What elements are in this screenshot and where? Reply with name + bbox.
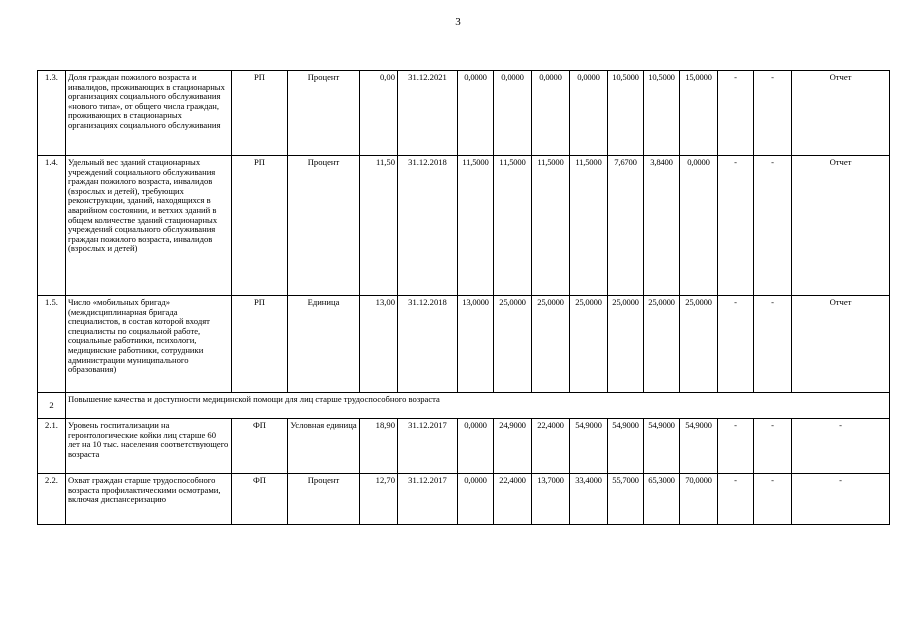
value-cell: 11,5000	[494, 156, 532, 296]
value-cell: 10,5000	[644, 71, 680, 156]
base-value: 0,00	[360, 71, 398, 156]
value-cell: 33,4000	[570, 474, 608, 525]
source-cell: Отчет	[792, 156, 890, 296]
value-cell: 25,0000	[494, 296, 532, 393]
value-cell: 13,7000	[532, 474, 570, 525]
section-row	[38, 393, 890, 419]
value-cell: 0,0000	[458, 419, 494, 474]
indicator-name: Число «мобильных бригад» (междисциплинарная бригада специалистов, в состав которой входят специалисты по социальной работе, социальные работники, психологи, медицинские работники, сотрудники администрации муниципального образования)	[66, 296, 232, 393]
value-cell: 70,0000	[680, 474, 718, 525]
extra-cell: -	[718, 419, 754, 474]
value-cell: 25,0000	[608, 296, 644, 393]
value-cell: 15,0000	[680, 71, 718, 156]
unit: Процент	[288, 474, 360, 525]
value-cell: 0,0000	[570, 71, 608, 156]
indicator-name: Уровень госпитализации на геронтологические койки лиц старше 60 лет на 10 тыс. населения соответствующего возраста	[66, 419, 232, 474]
value-cell: 25,0000	[680, 296, 718, 393]
indicator-name: Охват граждан старше трудоспособного возраста профилактическими осмотрами, включая диспансеризацию	[66, 474, 232, 525]
extra-cell: -	[718, 156, 754, 296]
value-cell: 7,6700	[608, 156, 644, 296]
value-cell: 10,5000	[608, 71, 644, 156]
extra-cell: -	[754, 419, 792, 474]
base-date: 31.12.2017	[398, 474, 458, 525]
base-value: 13,00	[360, 296, 398, 393]
base-date: 31.12.2017	[398, 419, 458, 474]
row-number: 1.5.	[38, 296, 66, 393]
row-number: 1.3.	[38, 71, 66, 156]
extra-cell: -	[718, 474, 754, 525]
base-date: 31.12.2021	[398, 71, 458, 156]
section-title: Повышение качества и доступности медицинской помощи для лиц старше трудоспособного возраста	[66, 393, 890, 419]
unit: Условная единица	[288, 419, 360, 474]
table-row	[38, 296, 890, 393]
value-cell: 22,4000	[494, 474, 532, 525]
table-row	[38, 419, 890, 474]
section-number: 2	[38, 393, 66, 419]
source-cell: Отчет	[792, 71, 890, 156]
base-value: 11,50	[360, 156, 398, 296]
extra-cell: -	[754, 156, 792, 296]
project-type: РП	[232, 71, 288, 156]
value-cell: 0,0000	[458, 474, 494, 525]
table-row	[38, 156, 890, 296]
unit: Единица	[288, 296, 360, 393]
unit: Процент	[288, 71, 360, 156]
value-cell: 13,0000	[458, 296, 494, 393]
value-cell: 11,5000	[570, 156, 608, 296]
base-value: 18,90	[360, 419, 398, 474]
project-type: ФП	[232, 419, 288, 474]
value-cell: 0,0000	[494, 71, 532, 156]
extra-cell: -	[718, 71, 754, 156]
source-cell: Отчет	[792, 296, 890, 393]
value-cell: 11,5000	[458, 156, 494, 296]
project-type: РП	[232, 296, 288, 393]
value-cell: 54,9000	[570, 419, 608, 474]
value-cell: 55,7000	[608, 474, 644, 525]
value-cell: 54,9000	[608, 419, 644, 474]
value-cell: 25,0000	[532, 296, 570, 393]
extra-cell: -	[754, 474, 792, 525]
project-type: РП	[232, 156, 288, 296]
extra-cell: -	[718, 296, 754, 393]
base-date: 31.12.2018	[398, 156, 458, 296]
source-cell: -	[792, 419, 890, 474]
unit: Процент	[288, 156, 360, 296]
value-cell: 54,9000	[644, 419, 680, 474]
table-row	[38, 71, 890, 156]
value-cell: 54,9000	[680, 419, 718, 474]
indicators-table	[37, 70, 890, 525]
value-cell: 0,0000	[458, 71, 494, 156]
extra-cell: -	[754, 71, 792, 156]
value-cell: 3,8400	[644, 156, 680, 296]
value-cell: 25,0000	[644, 296, 680, 393]
extra-cell: -	[754, 296, 792, 393]
table-row	[38, 474, 890, 525]
row-number: 2.2.	[38, 474, 66, 525]
value-cell: 0,0000	[532, 71, 570, 156]
page-number: 3	[455, 16, 461, 28]
value-cell: 11,5000	[532, 156, 570, 296]
value-cell: 0,0000	[680, 156, 718, 296]
base-value: 12,70	[360, 474, 398, 525]
row-number: 1.4.	[38, 156, 66, 296]
indicator-name: Удельный вес зданий стационарных учреждений социального обслуживания граждан пожилого возраста, инвалидов (взрослых и детей), требующих реконструкции, зданий, находящихся в аварийном состоянии, и ветхих зданий в общем количестве зданий стационарных учреждений социального обслуживания граждан пожилого возраста, инвалидов (взрослых и детей)	[66, 156, 232, 296]
base-date: 31.12.2018	[398, 296, 458, 393]
value-cell: 22,4000	[532, 419, 570, 474]
indicator-name: Доля граждан пожилого возраста и инвалидов, проживающих в стационарных организациях социального обслуживания «нового типа», от общего числа граждан, проживающих в стационарных организациях социального обслуживания	[66, 71, 232, 156]
project-type: ФП	[232, 474, 288, 525]
value-cell: 25,0000	[570, 296, 608, 393]
source-cell: -	[792, 474, 890, 525]
value-cell: 24,9000	[494, 419, 532, 474]
row-number: 2.1.	[38, 419, 66, 474]
value-cell: 65,3000	[644, 474, 680, 525]
